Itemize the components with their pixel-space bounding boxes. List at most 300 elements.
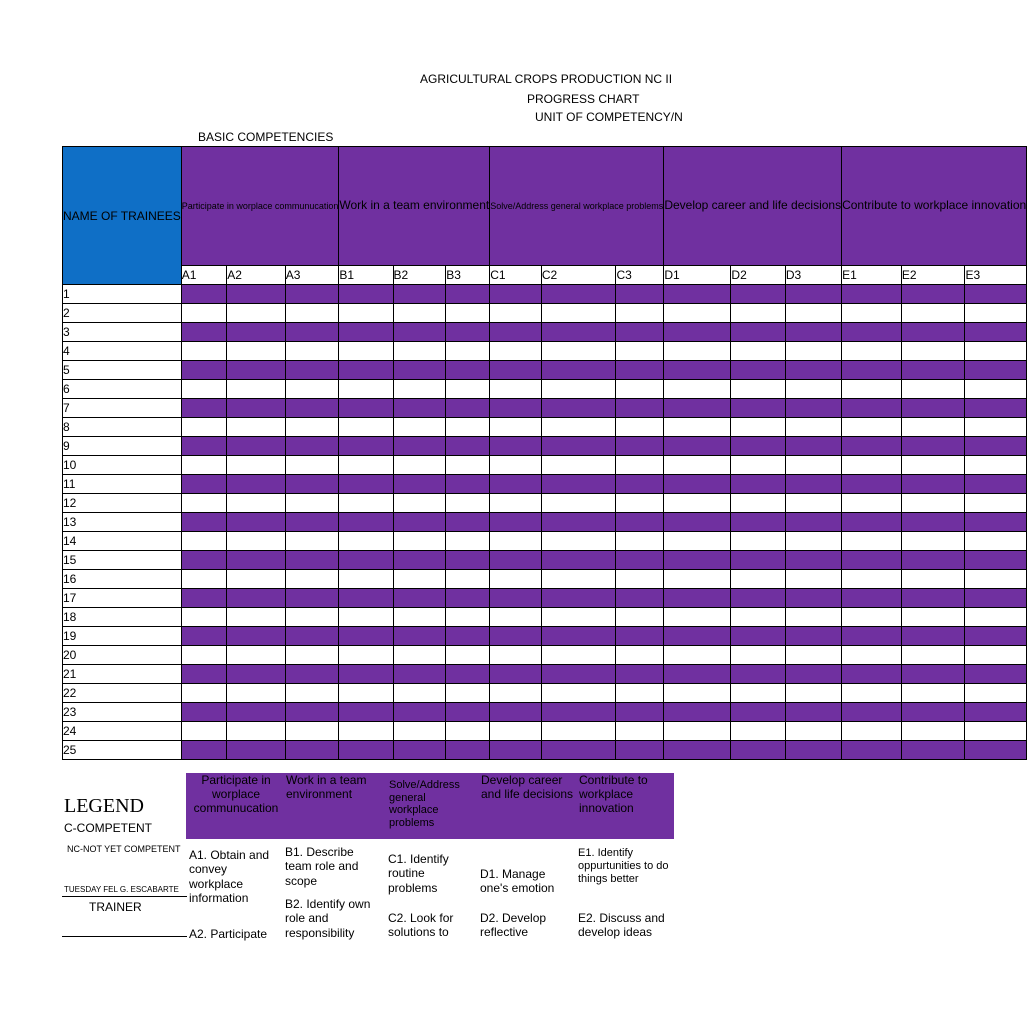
progress-cell[interactable] — [446, 684, 490, 703]
progress-cell[interactable] — [490, 684, 542, 703]
progress-cell[interactable] — [285, 608, 339, 627]
progress-cell[interactable] — [285, 399, 339, 418]
progress-cell[interactable] — [393, 342, 446, 361]
progress-cell[interactable] — [901, 456, 965, 475]
progress-cell[interactable] — [227, 380, 285, 399]
progress-cell[interactable] — [965, 342, 1027, 361]
progress-cell[interactable] — [664, 475, 731, 494]
progress-cell[interactable] — [446, 437, 490, 456]
progress-cell[interactable] — [616, 304, 664, 323]
progress-cell[interactable] — [446, 399, 490, 418]
progress-cell[interactable] — [901, 703, 965, 722]
progress-cell[interactable] — [285, 665, 339, 684]
progress-cell[interactable] — [541, 304, 616, 323]
progress-cell[interactable] — [965, 285, 1027, 304]
progress-cell[interactable] — [339, 456, 393, 475]
progress-cell[interactable] — [339, 627, 393, 646]
progress-cell[interactable] — [446, 456, 490, 475]
progress-cell[interactable] — [664, 532, 731, 551]
progress-cell[interactable] — [842, 399, 902, 418]
progress-cell[interactable] — [227, 646, 285, 665]
progress-cell[interactable] — [731, 399, 785, 418]
progress-cell[interactable] — [285, 513, 339, 532]
progress-cell[interactable] — [541, 285, 616, 304]
progress-cell[interactable] — [227, 589, 285, 608]
progress-cell[interactable] — [664, 589, 731, 608]
progress-cell[interactable] — [181, 418, 226, 437]
progress-cell[interactable] — [785, 437, 841, 456]
progress-cell[interactable] — [616, 342, 664, 361]
progress-cell[interactable] — [965, 722, 1027, 741]
progress-cell[interactable] — [965, 570, 1027, 589]
progress-cell[interactable] — [785, 418, 841, 437]
progress-cell[interactable] — [731, 456, 785, 475]
progress-cell[interactable] — [490, 551, 542, 570]
progress-cell[interactable] — [616, 399, 664, 418]
progress-cell[interactable] — [446, 589, 490, 608]
progress-cell[interactable] — [731, 722, 785, 741]
progress-cell[interactable] — [785, 608, 841, 627]
progress-cell[interactable] — [541, 437, 616, 456]
progress-cell[interactable] — [541, 323, 616, 342]
progress-cell[interactable] — [664, 399, 731, 418]
progress-cell[interactable] — [446, 285, 490, 304]
progress-cell[interactable] — [339, 608, 393, 627]
progress-cell[interactable] — [227, 285, 285, 304]
progress-cell[interactable] — [181, 551, 226, 570]
progress-cell[interactable] — [616, 608, 664, 627]
progress-cell[interactable] — [664, 703, 731, 722]
progress-cell[interactable] — [181, 722, 226, 741]
progress-cell[interactable] — [616, 665, 664, 684]
progress-cell[interactable] — [227, 475, 285, 494]
progress-cell[interactable] — [901, 494, 965, 513]
progress-cell[interactable] — [842, 475, 902, 494]
progress-cell[interactable] — [181, 304, 226, 323]
progress-cell[interactable] — [339, 494, 393, 513]
progress-cell[interactable] — [616, 418, 664, 437]
progress-cell[interactable] — [339, 665, 393, 684]
progress-cell[interactable] — [339, 475, 393, 494]
progress-cell[interactable] — [339, 380, 393, 399]
progress-cell[interactable] — [285, 532, 339, 551]
progress-cell[interactable] — [339, 418, 393, 437]
progress-cell[interactable] — [339, 323, 393, 342]
progress-cell[interactable] — [785, 703, 841, 722]
progress-cell[interactable] — [664, 418, 731, 437]
progress-cell[interactable] — [541, 646, 616, 665]
progress-cell[interactable] — [227, 437, 285, 456]
progress-cell[interactable] — [842, 437, 902, 456]
progress-cell[interactable] — [393, 456, 446, 475]
progress-cell[interactable] — [181, 380, 226, 399]
progress-cell[interactable] — [285, 361, 339, 380]
progress-cell[interactable] — [731, 646, 785, 665]
progress-cell[interactable] — [965, 399, 1027, 418]
progress-cell[interactable] — [842, 551, 902, 570]
progress-cell[interactable] — [965, 475, 1027, 494]
progress-cell[interactable] — [731, 532, 785, 551]
progress-cell[interactable] — [901, 513, 965, 532]
progress-cell[interactable] — [393, 646, 446, 665]
progress-cell[interactable] — [965, 703, 1027, 722]
progress-cell[interactable] — [490, 475, 542, 494]
progress-cell[interactable] — [446, 722, 490, 741]
progress-cell[interactable] — [490, 494, 542, 513]
progress-cell[interactable] — [731, 285, 785, 304]
progress-cell[interactable] — [446, 665, 490, 684]
progress-cell[interactable] — [901, 665, 965, 684]
progress-cell[interactable] — [664, 513, 731, 532]
progress-cell[interactable] — [181, 570, 226, 589]
progress-cell[interactable] — [339, 361, 393, 380]
progress-cell[interactable] — [446, 513, 490, 532]
progress-cell[interactable] — [965, 684, 1027, 703]
progress-cell[interactable] — [446, 608, 490, 627]
progress-cell[interactable] — [842, 684, 902, 703]
progress-cell[interactable] — [393, 418, 446, 437]
progress-cell[interactable] — [285, 342, 339, 361]
progress-cell[interactable] — [842, 722, 902, 741]
progress-cell[interactable] — [393, 513, 446, 532]
progress-cell[interactable] — [227, 361, 285, 380]
progress-cell[interactable] — [339, 399, 393, 418]
progress-cell[interactable] — [490, 380, 542, 399]
progress-cell[interactable] — [731, 418, 785, 437]
progress-cell[interactable] — [446, 646, 490, 665]
progress-cell[interactable] — [664, 437, 731, 456]
progress-cell[interactable] — [393, 532, 446, 551]
progress-cell[interactable] — [446, 494, 490, 513]
progress-cell[interactable] — [785, 684, 841, 703]
progress-cell[interactable] — [490, 399, 542, 418]
progress-cell[interactable] — [181, 532, 226, 551]
progress-cell[interactable] — [393, 437, 446, 456]
progress-cell[interactable] — [285, 456, 339, 475]
progress-cell[interactable] — [541, 380, 616, 399]
progress-cell[interactable] — [616, 361, 664, 380]
progress-cell[interactable] — [842, 665, 902, 684]
progress-cell[interactable] — [901, 304, 965, 323]
progress-cell[interactable] — [285, 646, 339, 665]
progress-cell[interactable] — [616, 323, 664, 342]
progress-cell[interactable] — [541, 741, 616, 760]
progress-cell[interactable] — [181, 513, 226, 532]
progress-cell[interactable] — [664, 646, 731, 665]
progress-cell[interactable] — [181, 361, 226, 380]
progress-cell[interactable] — [227, 551, 285, 570]
progress-cell[interactable] — [664, 722, 731, 741]
progress-cell[interactable] — [901, 608, 965, 627]
progress-cell[interactable] — [901, 475, 965, 494]
progress-cell[interactable] — [227, 399, 285, 418]
progress-cell[interactable] — [785, 589, 841, 608]
progress-cell[interactable] — [901, 570, 965, 589]
progress-cell[interactable] — [965, 323, 1027, 342]
progress-cell[interactable] — [616, 532, 664, 551]
progress-cell[interactable] — [842, 513, 902, 532]
progress-cell[interactable] — [616, 380, 664, 399]
progress-cell[interactable] — [285, 475, 339, 494]
progress-cell[interactable] — [541, 456, 616, 475]
progress-cell[interactable] — [664, 494, 731, 513]
progress-cell[interactable] — [616, 456, 664, 475]
progress-cell[interactable] — [490, 627, 542, 646]
progress-cell[interactable] — [227, 532, 285, 551]
progress-cell[interactable] — [785, 570, 841, 589]
progress-cell[interactable] — [181, 684, 226, 703]
progress-cell[interactable] — [339, 342, 393, 361]
progress-cell[interactable] — [181, 741, 226, 760]
progress-cell[interactable] — [731, 437, 785, 456]
progress-cell[interactable] — [842, 342, 902, 361]
progress-cell[interactable] — [227, 456, 285, 475]
progress-cell[interactable] — [616, 703, 664, 722]
progress-cell[interactable] — [181, 703, 226, 722]
progress-cell[interactable] — [616, 285, 664, 304]
progress-cell[interactable] — [785, 380, 841, 399]
progress-cell[interactable] — [181, 608, 226, 627]
progress-cell[interactable] — [285, 437, 339, 456]
progress-cell[interactable] — [731, 684, 785, 703]
progress-cell[interactable] — [731, 513, 785, 532]
progress-cell[interactable] — [490, 513, 542, 532]
progress-cell[interactable] — [181, 437, 226, 456]
progress-cell[interactable] — [541, 361, 616, 380]
progress-cell[interactable] — [664, 551, 731, 570]
progress-cell[interactable] — [616, 551, 664, 570]
progress-cell[interactable] — [965, 418, 1027, 437]
progress-cell[interactable] — [616, 589, 664, 608]
progress-cell[interactable] — [393, 551, 446, 570]
progress-cell[interactable] — [842, 741, 902, 760]
progress-cell[interactable] — [842, 380, 902, 399]
progress-cell[interactable] — [393, 684, 446, 703]
progress-cell[interactable] — [842, 304, 902, 323]
progress-cell[interactable] — [227, 703, 285, 722]
progress-cell[interactable] — [901, 437, 965, 456]
progress-cell[interactable] — [490, 304, 542, 323]
progress-cell[interactable] — [842, 646, 902, 665]
progress-cell[interactable] — [227, 342, 285, 361]
progress-cell[interactable] — [181, 456, 226, 475]
progress-cell[interactable] — [541, 399, 616, 418]
progress-cell[interactable] — [393, 285, 446, 304]
progress-cell[interactable] — [664, 665, 731, 684]
progress-cell[interactable] — [285, 741, 339, 760]
progress-cell[interactable] — [541, 532, 616, 551]
progress-cell[interactable] — [339, 285, 393, 304]
progress-cell[interactable] — [227, 418, 285, 437]
progress-cell[interactable] — [731, 304, 785, 323]
progress-cell[interactable] — [965, 494, 1027, 513]
progress-cell[interactable] — [842, 323, 902, 342]
progress-cell[interactable] — [446, 475, 490, 494]
progress-cell[interactable] — [731, 589, 785, 608]
progress-cell[interactable] — [446, 741, 490, 760]
progress-cell[interactable] — [446, 551, 490, 570]
progress-cell[interactable] — [227, 494, 285, 513]
progress-cell[interactable] — [965, 589, 1027, 608]
progress-cell[interactable] — [785, 741, 841, 760]
progress-cell[interactable] — [616, 684, 664, 703]
progress-cell[interactable] — [785, 646, 841, 665]
progress-cell[interactable] — [785, 532, 841, 551]
progress-cell[interactable] — [965, 532, 1027, 551]
progress-cell[interactable] — [393, 380, 446, 399]
progress-cell[interactable] — [490, 741, 542, 760]
progress-cell[interactable] — [785, 551, 841, 570]
progress-cell[interactable] — [731, 570, 785, 589]
progress-cell[interactable] — [901, 323, 965, 342]
progress-cell[interactable] — [541, 627, 616, 646]
progress-cell[interactable] — [901, 684, 965, 703]
progress-cell[interactable] — [731, 323, 785, 342]
progress-cell[interactable] — [339, 741, 393, 760]
progress-cell[interactable] — [181, 475, 226, 494]
progress-cell[interactable] — [181, 665, 226, 684]
progress-cell[interactable] — [731, 665, 785, 684]
progress-cell[interactable] — [616, 494, 664, 513]
progress-cell[interactable] — [541, 703, 616, 722]
progress-cell[interactable] — [901, 418, 965, 437]
progress-cell[interactable] — [901, 589, 965, 608]
progress-cell[interactable] — [446, 532, 490, 551]
progress-cell[interactable] — [393, 323, 446, 342]
progress-cell[interactable] — [616, 570, 664, 589]
progress-cell[interactable] — [965, 741, 1027, 760]
progress-cell[interactable] — [181, 285, 226, 304]
progress-cell[interactable] — [490, 646, 542, 665]
progress-cell[interactable] — [965, 456, 1027, 475]
progress-cell[interactable] — [490, 418, 542, 437]
progress-cell[interactable] — [785, 285, 841, 304]
progress-cell[interactable] — [664, 741, 731, 760]
progress-cell[interactable] — [664, 684, 731, 703]
progress-cell[interactable] — [339, 703, 393, 722]
progress-cell[interactable] — [339, 684, 393, 703]
progress-cell[interactable] — [446, 418, 490, 437]
progress-cell[interactable] — [842, 418, 902, 437]
progress-cell[interactable] — [541, 418, 616, 437]
progress-cell[interactable] — [901, 342, 965, 361]
progress-cell[interactable] — [446, 703, 490, 722]
progress-cell[interactable] — [731, 380, 785, 399]
progress-cell[interactable] — [490, 570, 542, 589]
progress-cell[interactable] — [285, 703, 339, 722]
progress-cell[interactable] — [965, 304, 1027, 323]
progress-cell[interactable] — [285, 589, 339, 608]
progress-cell[interactable] — [785, 475, 841, 494]
progress-cell[interactable] — [842, 627, 902, 646]
progress-cell[interactable] — [731, 703, 785, 722]
progress-cell[interactable] — [285, 418, 339, 437]
progress-cell[interactable] — [785, 513, 841, 532]
progress-cell[interactable] — [181, 627, 226, 646]
progress-cell[interactable] — [393, 494, 446, 513]
progress-cell[interactable] — [393, 304, 446, 323]
progress-cell[interactable] — [901, 722, 965, 741]
progress-cell[interactable] — [393, 570, 446, 589]
progress-cell[interactable] — [490, 703, 542, 722]
progress-cell[interactable] — [664, 323, 731, 342]
progress-cell[interactable] — [664, 361, 731, 380]
progress-cell[interactable] — [227, 323, 285, 342]
progress-cell[interactable] — [541, 494, 616, 513]
progress-cell[interactable] — [965, 437, 1027, 456]
progress-cell[interactable] — [285, 380, 339, 399]
progress-cell[interactable] — [664, 456, 731, 475]
progress-cell[interactable] — [541, 722, 616, 741]
progress-cell[interactable] — [842, 361, 902, 380]
progress-cell[interactable] — [901, 646, 965, 665]
progress-cell[interactable] — [664, 570, 731, 589]
progress-cell[interactable] — [393, 722, 446, 741]
progress-cell[interactable] — [541, 475, 616, 494]
progress-cell[interactable] — [541, 342, 616, 361]
progress-cell[interactable] — [965, 551, 1027, 570]
progress-cell[interactable] — [227, 741, 285, 760]
progress-cell[interactable] — [785, 722, 841, 741]
progress-cell[interactable] — [285, 627, 339, 646]
progress-cell[interactable] — [446, 342, 490, 361]
progress-cell[interactable] — [339, 513, 393, 532]
progress-cell[interactable] — [339, 437, 393, 456]
progress-cell[interactable] — [490, 437, 542, 456]
progress-cell[interactable] — [541, 551, 616, 570]
progress-cell[interactable] — [664, 304, 731, 323]
progress-cell[interactable] — [339, 532, 393, 551]
progress-cell[interactable] — [393, 665, 446, 684]
progress-cell[interactable] — [616, 437, 664, 456]
progress-cell[interactable] — [285, 494, 339, 513]
progress-cell[interactable] — [227, 304, 285, 323]
progress-cell[interactable] — [490, 532, 542, 551]
progress-cell[interactable] — [393, 627, 446, 646]
progress-cell[interactable] — [490, 323, 542, 342]
progress-cell[interactable] — [842, 589, 902, 608]
progress-cell[interactable] — [227, 684, 285, 703]
progress-cell[interactable] — [181, 646, 226, 665]
progress-cell[interactable] — [227, 570, 285, 589]
progress-cell[interactable] — [541, 589, 616, 608]
progress-cell[interactable] — [842, 456, 902, 475]
progress-cell[interactable] — [446, 570, 490, 589]
progress-cell[interactable] — [664, 627, 731, 646]
progress-cell[interactable] — [731, 741, 785, 760]
progress-cell[interactable] — [446, 380, 490, 399]
progress-cell[interactable] — [664, 608, 731, 627]
progress-cell[interactable] — [785, 323, 841, 342]
progress-cell[interactable] — [785, 494, 841, 513]
progress-cell[interactable] — [446, 627, 490, 646]
progress-cell[interactable] — [664, 380, 731, 399]
progress-cell[interactable] — [901, 551, 965, 570]
progress-cell[interactable] — [181, 323, 226, 342]
progress-cell[interactable] — [842, 494, 902, 513]
progress-cell[interactable] — [616, 513, 664, 532]
progress-cell[interactable] — [541, 608, 616, 627]
progress-cell[interactable] — [965, 627, 1027, 646]
progress-cell[interactable] — [541, 665, 616, 684]
progress-cell[interactable] — [785, 665, 841, 684]
progress-cell[interactable] — [616, 627, 664, 646]
progress-cell[interactable] — [901, 532, 965, 551]
progress-cell[interactable] — [339, 551, 393, 570]
progress-cell[interactable] — [842, 703, 902, 722]
progress-cell[interactable] — [965, 665, 1027, 684]
progress-cell[interactable] — [842, 570, 902, 589]
